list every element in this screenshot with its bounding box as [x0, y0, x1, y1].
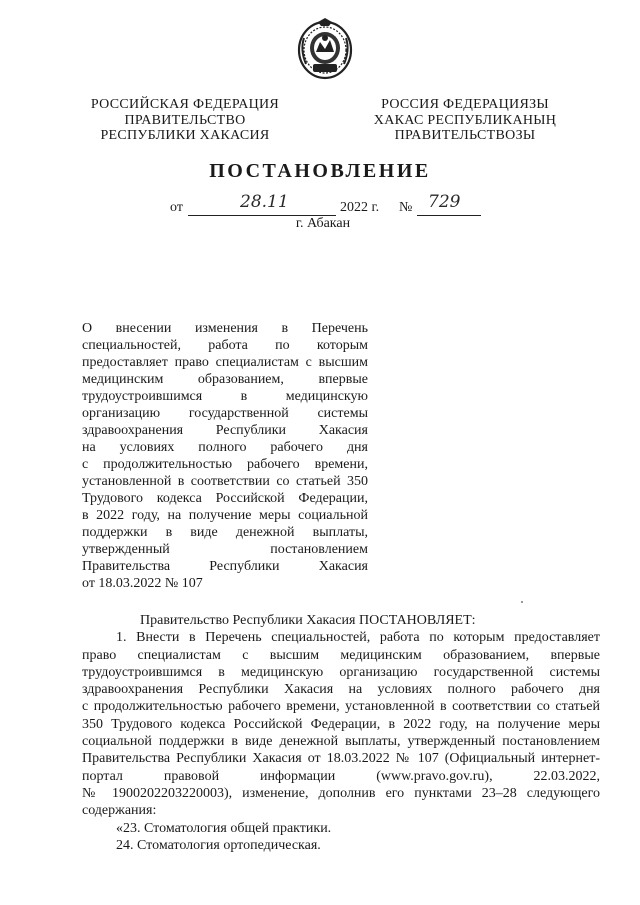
subject-line: от 18.03.2022 № 107 — [82, 576, 203, 591]
subject-line: организацию государственной системы — [82, 406, 368, 421]
subject-line: Правительства Республики Хакасия — [82, 559, 368, 574]
subject-line: в 2022 году, на получение меры социальной — [82, 508, 368, 523]
city-label: г. Абакан — [295, 216, 351, 231]
body-text — [82, 612, 600, 854]
header-left-line-1: РОССИЙСКАЯ ФЕДЕРАЦИЯ — [90, 97, 280, 112]
body-line: содержания: — [82, 803, 157, 819]
body-line: с продолжительностью рабочего времени, установленной в соответствии со статьей — [82, 699, 600, 715]
header-left-block — [80, 97, 290, 144]
subject-line: с продолжительностью рабочего времени, — [82, 457, 368, 472]
header-right-block — [360, 97, 570, 144]
header-left-line-2: ПРАВИТЕЛЬСТВО — [124, 112, 246, 128]
subject-line: утвержденный постановлением — [82, 542, 368, 557]
header-right-line-1: РОССИЯ ФЕДЕРАЦИЯЗЫ — [381, 97, 549, 112]
subject-line: здравоохранения Республики Хакасия — [82, 423, 368, 438]
from-label: от — [170, 200, 183, 215]
subject-line: медицинским образованием, впервые — [82, 372, 368, 387]
subject-line: на условиях полного рабочего дня — [82, 440, 368, 455]
subject-block — [82, 320, 368, 592]
subject-line: Трудового кодекса Российской Федерации, — [82, 491, 368, 506]
body-line: 350 Трудового кодекса Российской Федерации, в 2022 году, на получение меры — [82, 716, 600, 732]
subject-line: О внесении изменения в Перечень — [82, 321, 368, 336]
subject-line: поддержки в виде денежной выплаты, — [82, 525, 368, 540]
body-line: Правительство Республики Хакасия ПОСТАНОВЛЯЕТ: — [140, 613, 476, 628]
body-line: право специалистам с высшим медицинским образованием, впервые — [82, 647, 600, 663]
body-line: портал правовой информации (www.pravo.gov.ru), 22.03.2022, — [82, 768, 600, 784]
subject-line: предоставляет право специалистам с высшим — [82, 355, 368, 370]
number-handwritten: 729 — [428, 192, 461, 212]
header-left-line-3: РЕСПУБЛИКИ ХАКАСИЯ — [100, 128, 270, 143]
scan-speck — [521, 601, 523, 603]
year-label: 2022 г. — [340, 200, 380, 215]
date-handwritten: 28.11 — [240, 192, 289, 212]
header-right-line-2: ХАКАС РЕСПУБЛИКАНЫҢ — [373, 112, 557, 128]
body-line: здравоохранения Республики Хакасия на условиях полного рабочего дня — [82, 682, 600, 698]
body-line: № 1900202203220003), изменение, дополнив его пунктами 23–28 следующего — [82, 785, 600, 801]
coat-of-arms-emblem — [296, 18, 354, 84]
subject-line: специальностей, работа по которым — [82, 338, 368, 353]
body-line: 1. Внести в Перечень специальностей, работа по которым предоставляет — [116, 630, 600, 646]
body-line: «23. Стоматология общей практики. — [116, 820, 332, 836]
document-title: ПОСТАНОВЛЕНИЕ — [209, 160, 431, 182]
number-label: № — [399, 200, 413, 215]
header-right-line-3: ПРАВИТЕЛЬСТВОЗЫ — [394, 128, 536, 143]
body-line: социальной поддержки в виде денежной выплаты, утвержденный постановлением — [82, 734, 600, 750]
body-line: 24. Стоматология ортопедическая. — [116, 837, 321, 853]
body-line: трудоустроившимся в медицинскую организацию государственной системы — [82, 664, 600, 680]
subject-line: установленной в соответствии со статьей 350 — [82, 474, 368, 489]
body-line: Правительства Республики Хакасия от 18.03.2022 № 107 (Официальный интернет- — [82, 751, 600, 767]
subject-line: трудоустроившимся в медицинскую — [82, 389, 368, 404]
